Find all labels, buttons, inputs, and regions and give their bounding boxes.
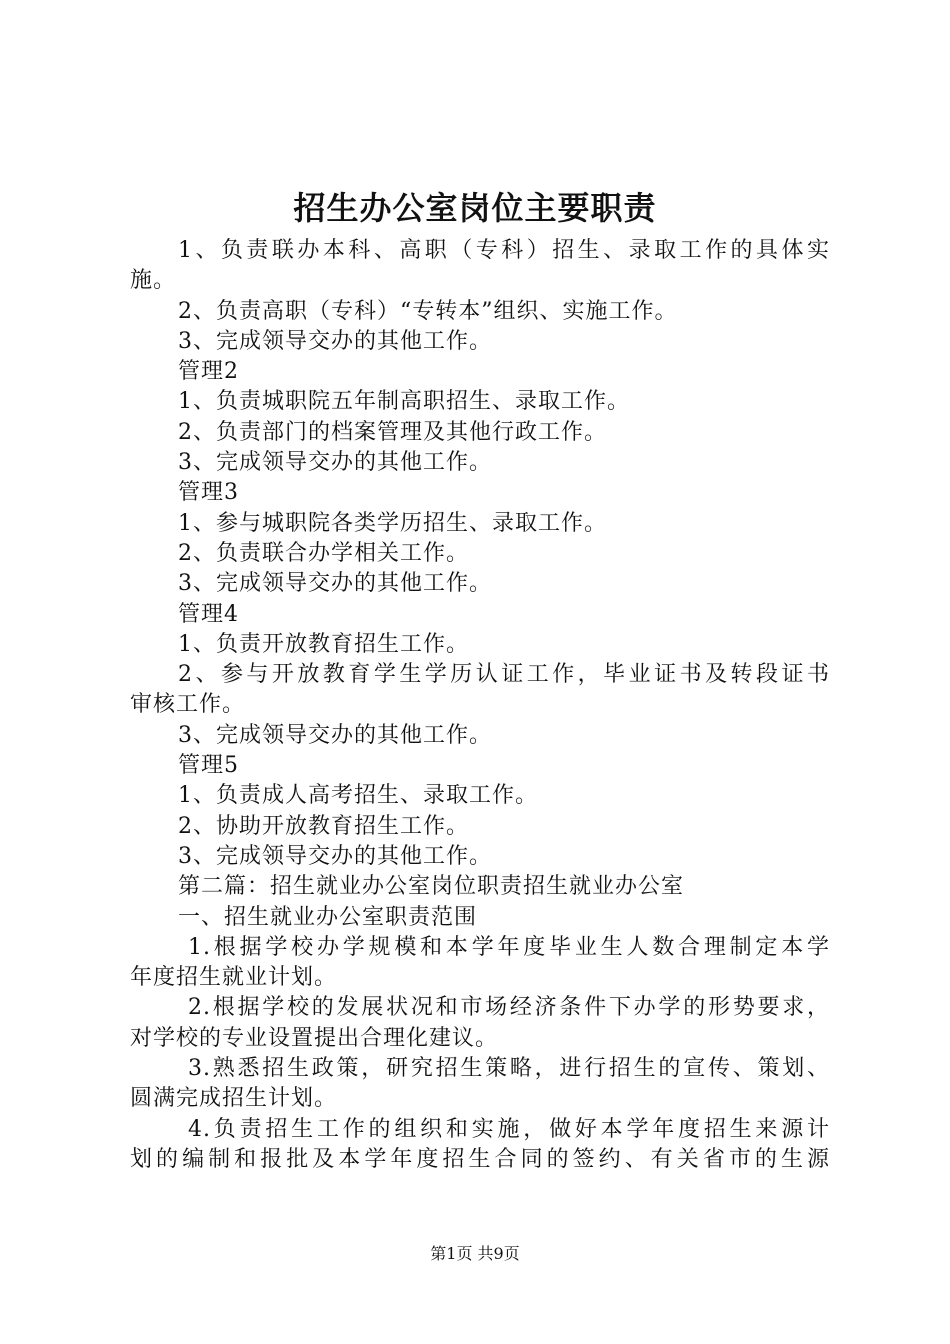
paragraph-line: 3、完成领导交办的其他工作。 (178, 328, 492, 354)
paragraph-line: 对学校的专业设置提出合理化建议。 (130, 1025, 499, 1051)
paragraph-line: 2、负责联合办学相关工作。 (178, 540, 469, 566)
paragraph-line: 2、负责部门的档案管理及其他行政工作。 (178, 419, 607, 445)
paragraph-line: 3、完成领导交办的其他工作。 (178, 450, 492, 476)
paragraph-line: 3.熟悉招生政策，研究招生策略，进行招生的宣传、策划、 (188, 1056, 830, 1082)
paragraph-line: 2、参与开放教育学生学历认证工作，毕业证书及转段证书 (178, 662, 830, 688)
paragraph-line: 1、负责开放教育招生工作。 (178, 631, 469, 657)
section-heading: 管理3 (178, 480, 239, 506)
section-heading: 一、招生就业办公室职责范围 (178, 904, 478, 930)
paragraph-line: 1、参与城职院各类学历招生、录取工作。 (178, 510, 607, 536)
document-title: 招生办公室岗位主要职责 (293, 189, 657, 227)
paragraph-line: 施。 (130, 268, 177, 294)
section-heading: 管理5 (178, 753, 239, 779)
paragraph-line: 3、完成领导交办的其他工作。 (178, 722, 492, 748)
page-footer: 第1页 共9页 (430, 1244, 520, 1263)
paragraph-line: 2、负责高职（专科）“专转本”组织、实施工作。 (178, 298, 678, 324)
section-heading: 第二篇：招生就业办公室岗位职责招生就业办公室 (178, 874, 685, 900)
document-body (130, 236, 830, 1175)
section-heading: 管理4 (178, 601, 239, 627)
paragraph-line: 审核工作。 (130, 692, 246, 718)
paragraph-line: 2、协助开放教育招生工作。 (178, 813, 469, 839)
paragraph-line: 4.负责招生工作的组织和实施，做好本学年度招生来源计 (188, 1116, 830, 1142)
section-heading: 管理2 (178, 359, 239, 385)
paragraph-line: 1.根据学校办学规模和本学年度毕业生人数合理制定本学 (188, 934, 830, 960)
paragraph-line: 圆满完成招生计划。 (130, 1086, 338, 1112)
paragraph-line: 划的编制和报批及本学年度招生合同的签约、有关省市的生源 (130, 1146, 830, 1172)
paragraph-line: 3、完成领导交办的其他工作。 (178, 843, 492, 869)
paragraph-line: 1、负责城职院五年制高职招生、录取工作。 (178, 389, 630, 415)
paragraph-line: 1、负责联办本科、高职（专科）招生、录取工作的具体实 (178, 238, 830, 263)
paragraph-line: 3、完成领导交办的其他工作。 (178, 571, 492, 597)
paragraph-line: 1、负责成人高考招生、录取工作。 (178, 783, 538, 809)
paragraph-line: 2.根据学校的发展状况和市场经济条件下办学的形势要求， (188, 995, 830, 1021)
paragraph-line: 年度招生就业计划。 (130, 965, 338, 991)
